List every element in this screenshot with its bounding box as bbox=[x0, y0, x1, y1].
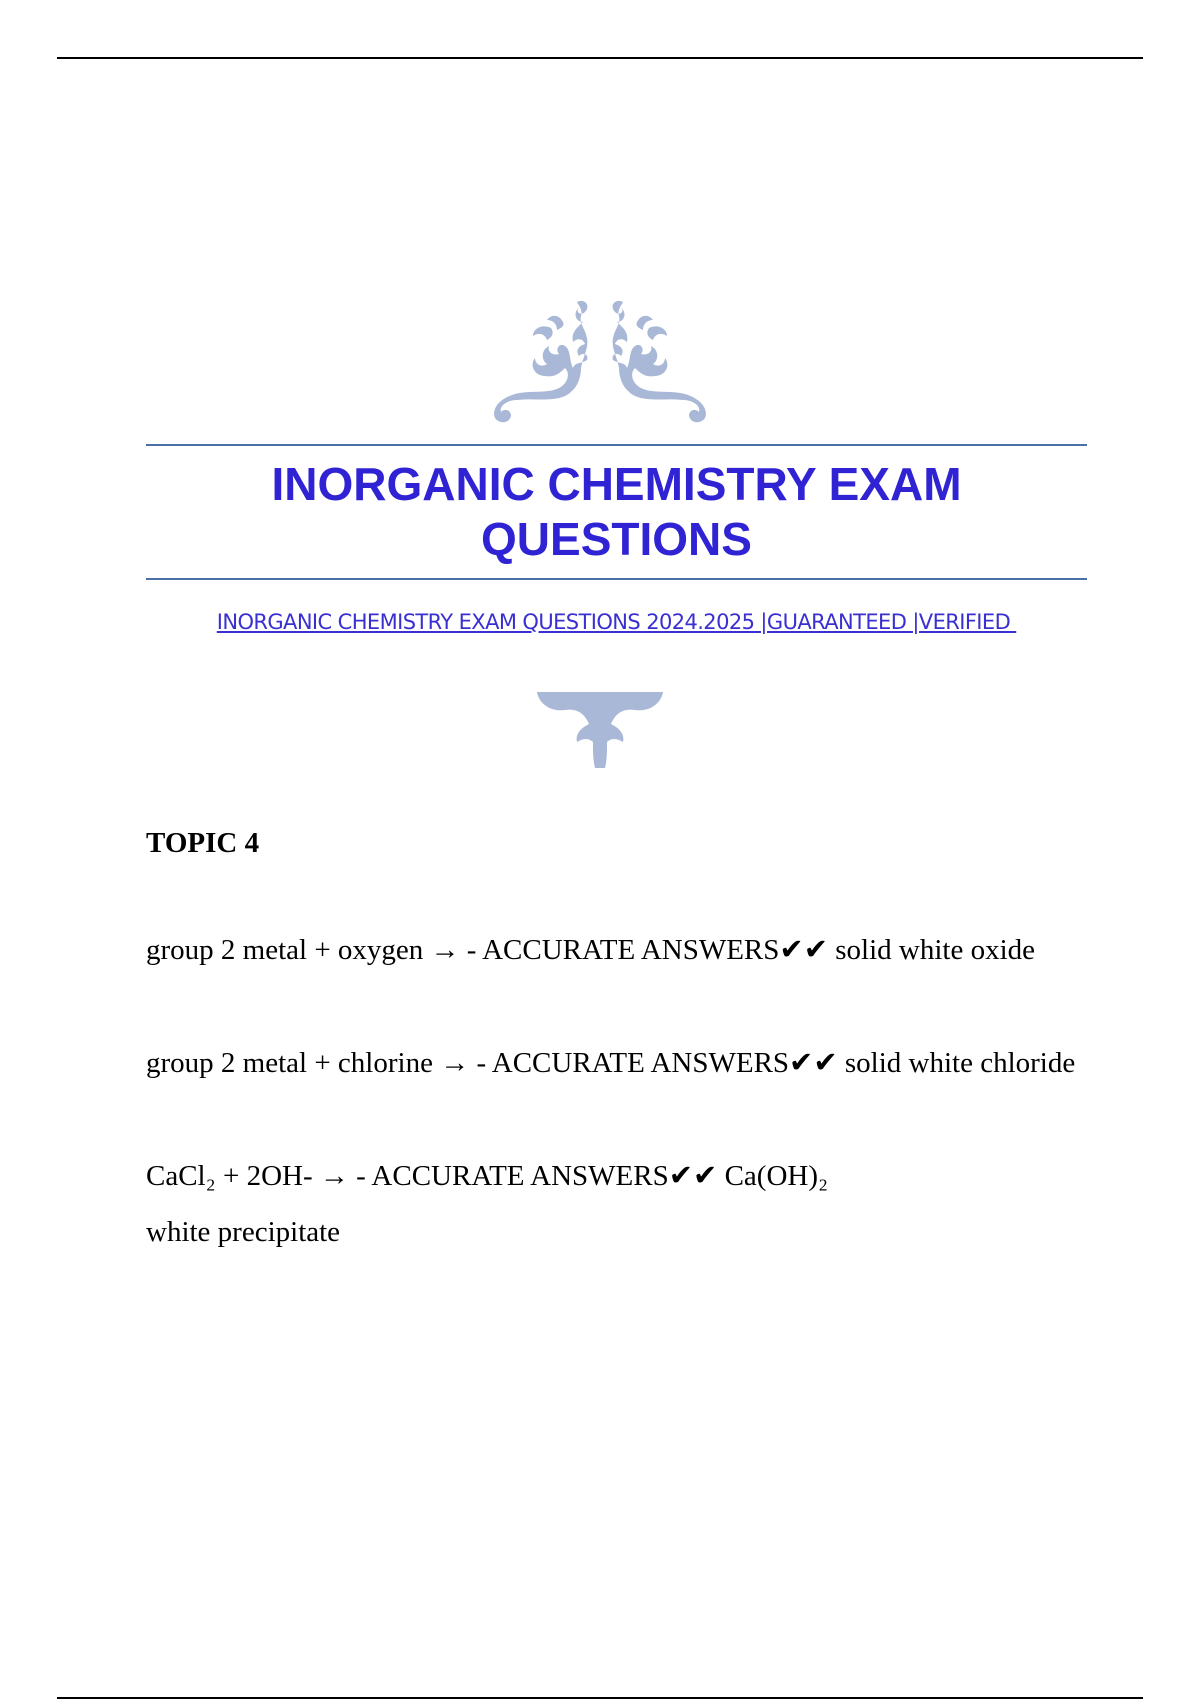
question-answer-3: CaCl₂ + 2OH- → - ACCURATE ANSWERS✔✔ Ca(OH)₂ bbox=[146, 1160, 829, 1192]
floral-flourish-icon bbox=[0, 298, 1200, 424]
fleuron-divider-icon bbox=[0, 688, 1200, 770]
question-answer-1: group 2 metal + oxygen → - ACCURATE ANSWERS✔✔ solid white oxide bbox=[146, 934, 1036, 966]
question-answer-3-continuation: white precipitate bbox=[146, 1216, 341, 1248]
page-bottom-rule bbox=[57, 1697, 1143, 1699]
title-block bbox=[146, 444, 1087, 580]
question-answer-2: group 2 metal + chlorine → - ACCURATE ANSWERS✔✔ solid white chloride bbox=[146, 1047, 1076, 1079]
content bbox=[146, 820, 1087, 1252]
subtitle-link[interactable]: INORGANIC CHEMISTRY EXAM QUESTIONS 2024.2025 |GUARANTEED |VERIFIED bbox=[216, 610, 1017, 634]
topic-heading: TOPIC 4 bbox=[146, 827, 260, 859]
page-top-rule bbox=[57, 57, 1143, 59]
document-title: INORGANIC CHEMISTRY EXAM QUESTIONS bbox=[271, 458, 962, 565]
